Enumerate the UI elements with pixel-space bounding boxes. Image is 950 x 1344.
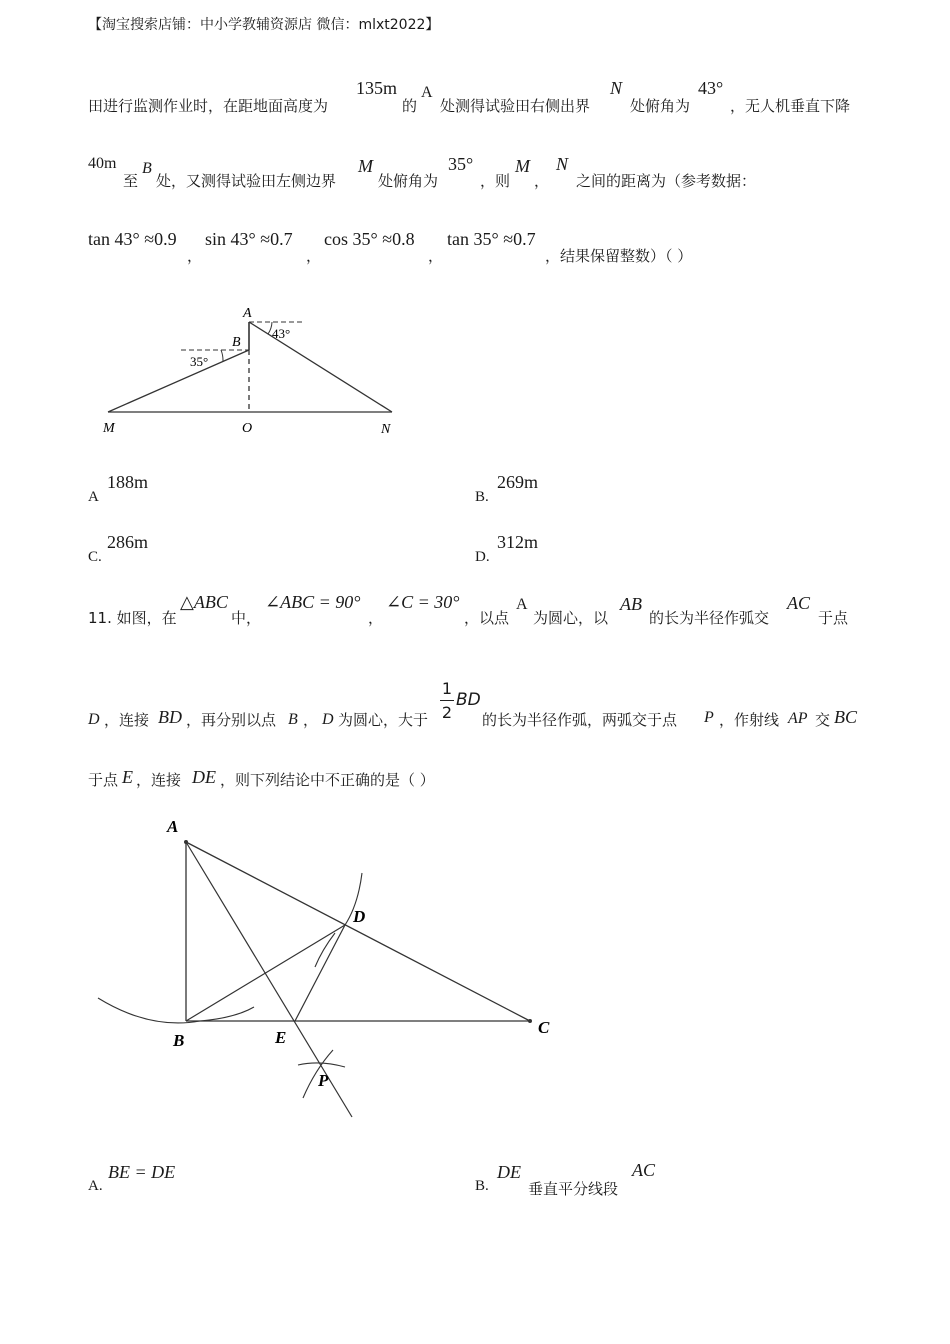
q10-descent-value: 40m — [88, 155, 117, 172]
q10-point-m-2: M — [515, 156, 530, 176]
q11-segment-bd: BD — [158, 707, 182, 727]
q11-fraction-numerator: 1 — [441, 679, 453, 698]
q10-point-m: M — [358, 156, 373, 176]
q11-line2-text-d: 为圆心，大于 — [338, 711, 429, 729]
q11-segment-ac: AC — [787, 593, 811, 613]
q11-point-p: P — [704, 709, 714, 726]
q11-fig-label-e: E — [275, 1028, 287, 1047]
q11-segment-de: DE — [192, 767, 216, 787]
q10-fig-label-43: 43° — [272, 326, 291, 341]
q10-ref-sep-1: ， — [187, 247, 203, 265]
q10-line2-comma: ， — [534, 172, 550, 190]
q11-line1-text-d: 为圆心，以 — [533, 609, 609, 627]
q11-ray-ap: AP — [788, 710, 808, 727]
q11-angle-abc: ∠ABC = 90° — [265, 592, 361, 612]
q11-line2-text-f: ，作射线 — [719, 711, 780, 729]
q10-ref-tan35: tan 35° ≈0.7 — [447, 229, 536, 249]
q10-line1-text-c: 处测得试验田右侧出界 — [440, 97, 591, 115]
q11-fig-label-p: P — [318, 1071, 329, 1090]
q10-line2-text-a: 至 — [123, 172, 139, 190]
q11-dot-a — [184, 840, 188, 844]
q10-line1-text-a: 田进行监测作业时，在距地面高度为 — [88, 97, 329, 115]
q11-option-b-text[interactable]: 垂直平分线段 — [528, 1180, 619, 1198]
q10-line1-text-e: ，无人机垂直下降 — [730, 97, 851, 115]
q10-fig-label-o: O — [242, 421, 253, 436]
q11-fig-label-d: D — [353, 907, 366, 926]
q10-fig-label-35: 35° — [190, 354, 209, 369]
q11-line1-text-e: 的长为半径作弧交 — [649, 609, 770, 627]
q11-segment-bd-line — [186, 925, 345, 1021]
q11-line1-text-b: 中， — [231, 609, 262, 627]
q10-option-d-value[interactable]: 312m — [497, 532, 539, 552]
q10-angle-35: 35° — [448, 154, 474, 174]
q10-fig-label-m: M — [103, 421, 115, 436]
q11-triangle-abc: △ABC — [180, 592, 228, 612]
q11-line1-text-c: ，以点 — [464, 609, 510, 627]
q10-arc-35 — [221, 350, 223, 361]
q11-line2-text-e: 的长为半径作弧，两弧交于点 — [482, 711, 678, 729]
q10-ref-sep-3: ， — [428, 247, 444, 265]
q11-segment-bc: BC — [834, 707, 858, 727]
q10-ref-cos35: cos 35° ≈0.8 — [324, 229, 415, 249]
q11-option-a-value[interactable]: BE = DE — [108, 1162, 176, 1182]
q11-line2-text-b: ，再分别以点 — [186, 711, 277, 729]
q11-fraction-bar — [440, 700, 454, 701]
q11-point-a: A — [516, 596, 528, 613]
q11-side-ac — [186, 842, 530, 1021]
q11-point-d: D — [88, 711, 100, 728]
q11-arc-b — [200, 1007, 254, 1021]
q11-fraction-denominator: 2 — [441, 703, 453, 722]
q11-line2-comma: ， — [303, 711, 319, 729]
q11-option-b-label[interactable]: B. — [475, 1178, 489, 1194]
q10-line1-text-d: 处俯角为 — [630, 97, 691, 115]
q11-figure — [90, 805, 570, 1125]
q10-fig-label-b: B — [232, 335, 241, 350]
q11-line2-text-a: ，连接 — [104, 711, 150, 729]
q11-fig-label-c: C — [538, 1018, 550, 1037]
q10-angle-43: 43° — [698, 78, 724, 98]
q11-line3-text-c: ，则下列结论中不正确的是（ ） — [220, 771, 435, 789]
q10-line2-text-e: 之间的距离为（参考数据： — [576, 172, 757, 190]
q11-arc-a-lower — [98, 998, 200, 1023]
q11-line3-text-b: ，连接 — [136, 771, 182, 789]
q11-fig-label-b: B — [173, 1031, 185, 1050]
q10-line2-text-d: ，则 — [480, 172, 511, 190]
q10-ref-tail: ，结果保留整数）（ ） — [545, 247, 693, 265]
q10-point-a: A — [421, 84, 433, 101]
q10-option-b-label[interactable]: B. — [475, 489, 489, 505]
q10-line2-text-c: 处俯角为 — [378, 172, 439, 190]
q11-point-d-2: D — [322, 711, 334, 728]
q10-height-value: 135m — [356, 78, 398, 98]
q10-ref-tan43: tan 43° ≈0.9 — [88, 229, 177, 249]
q10-line-an — [249, 322, 392, 412]
q10-line1-text-b: 的 — [402, 97, 418, 115]
q10-option-c-value[interactable]: 286m — [107, 532, 149, 552]
q10-point-n-2: N — [556, 154, 569, 174]
q11-line1-text-a: 11. 如图，在 — [88, 609, 177, 627]
q10-fig-label-n: N — [381, 422, 391, 437]
q10-point-b: B — [142, 160, 152, 177]
q11-fraction-bd: BD — [456, 690, 481, 710]
q10-option-a-label[interactable]: A — [88, 489, 99, 505]
q11-option-b-value[interactable]: DE — [497, 1162, 521, 1182]
q11-fig-label-a: A — [167, 817, 179, 836]
q10-point-n: N — [610, 78, 623, 98]
header-banner: 【淘宝搜索店铺：中小学教辅资源店 微信：mlxt2022】 — [88, 17, 440, 33]
q11-angle-c: ∠C = 30° — [386, 592, 460, 612]
q11-line1-text-f: 于点 — [818, 609, 849, 627]
q11-line1-comma-1: ， — [368, 609, 384, 627]
q10-option-a-value[interactable]: 188m — [107, 472, 149, 492]
q10-option-b-value[interactable]: 269m — [497, 472, 539, 492]
q11-dot-c — [528, 1019, 532, 1023]
q11-line3-text-a: 于点 — [88, 771, 119, 789]
q10-option-c-label[interactable]: C. — [88, 549, 102, 565]
q10-line-bm — [108, 350, 249, 412]
q11-point-e: E — [122, 767, 133, 787]
q10-fig-label-a: A — [243, 306, 252, 321]
q11-point-b: B — [288, 711, 298, 728]
q11-segment-ab: AB — [620, 594, 642, 614]
q10-option-d-label[interactable]: D. — [475, 549, 490, 565]
q11-option-a-label[interactable]: A. — [88, 1178, 103, 1194]
q11-line2-text-g: 交 — [815, 711, 831, 729]
q11-option-b-segment[interactable]: AC — [632, 1160, 656, 1180]
q10-line2-text-b: 处，又测得试验田左侧边界 — [156, 172, 337, 190]
q10-figure — [95, 298, 405, 443]
q10-ref-sep-2: ， — [306, 247, 322, 265]
q10-ref-sin43: sin 43° ≈0.7 — [205, 229, 293, 249]
